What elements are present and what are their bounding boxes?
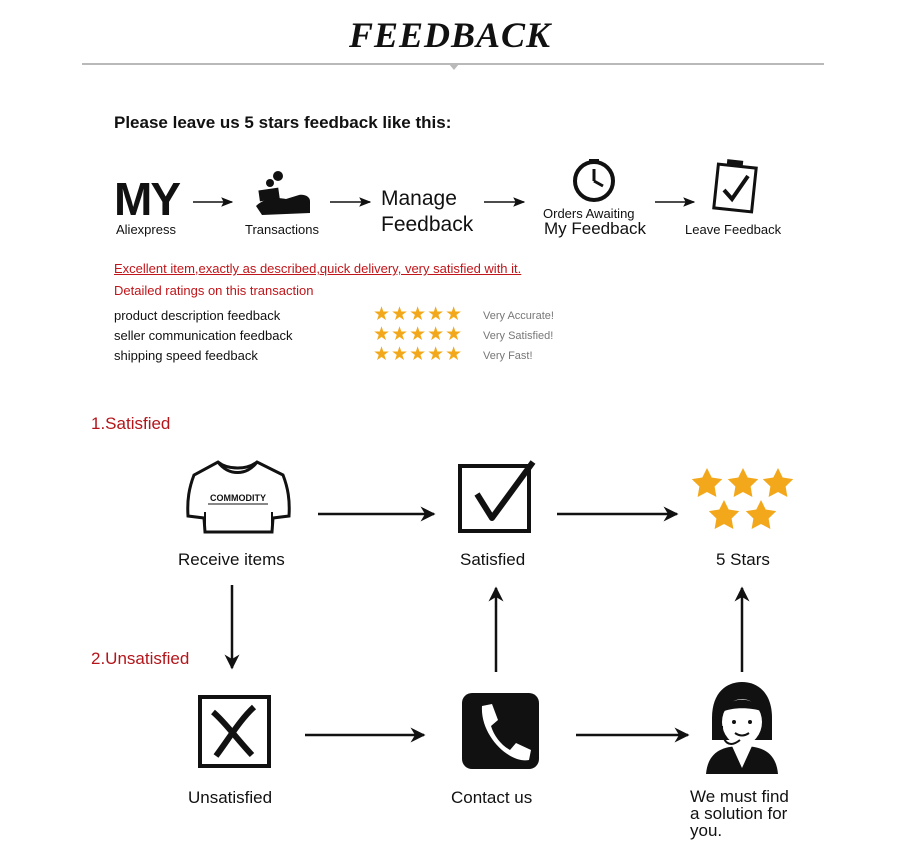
x-box-icon <box>200 697 269 766</box>
section-satisfied: 1.Satisfied <box>91 414 171 433</box>
star-icon <box>692 468 793 529</box>
support-agent-icon <box>706 682 778 774</box>
step-transactions: Transactions <box>245 222 319 237</box>
label-5-stars: 5 Stars <box>716 550 770 569</box>
rating-stars: ★★★★★ <box>373 304 464 325</box>
step-leave-feedback: Leave Feedback <box>685 222 782 237</box>
phone-icon <box>462 693 539 769</box>
step-orders-line2: My Feedback <box>544 219 647 238</box>
tshirt-icon <box>188 462 290 532</box>
page-title: FEEDBACK <box>348 15 552 55</box>
tshirt-text: COMMODITY <box>210 493 266 503</box>
label-solution-line1: We must find <box>690 787 789 806</box>
label-solution-line3: you. <box>690 821 723 840</box>
label-unsatisfied: Unsatisfied <box>188 788 273 807</box>
ratings-heading: Detailed ratings on this transaction <box>114 283 314 298</box>
step-my-sub: Aliexpress <box>116 222 176 237</box>
clipboard-check-icon <box>714 159 756 212</box>
label-contact-us: Contact us <box>451 788 533 807</box>
step-my: MY <box>114 173 179 225</box>
intro-text: Please leave us 5 stars feedback like this: <box>114 113 452 132</box>
clock-icon <box>575 159 613 200</box>
rating-verdict: Very Accurate! <box>483 310 554 322</box>
rating-stars: ★★★★★ <box>373 324 464 345</box>
label-satisfied: Satisfied <box>460 550 526 569</box>
label-solution-line2: a solution for <box>690 804 788 823</box>
step-orders-line1: Orders Awaiting <box>543 206 635 221</box>
rating-stars: ★★★★★ <box>373 344 464 365</box>
section-unsatisfied: 2.Unsatisfied <box>91 649 190 668</box>
rating-verdict: Very Fast! <box>483 350 533 362</box>
hand-cash-icon <box>256 171 310 215</box>
checkbox-icon <box>460 462 533 531</box>
step-manage-line1: Manage <box>381 187 457 210</box>
example-comment: Excellent item,exactly as described,quick delivery, very satisfied with it. <box>114 261 522 276</box>
rating-verdict: Very Satisfied! <box>483 330 554 342</box>
label-receive-items: Receive items <box>178 550 285 569</box>
rating-row-label: seller communication feedback <box>114 328 293 343</box>
step-manage-line2: Feedback <box>381 213 474 236</box>
rating-row-label: product description feedback <box>114 308 281 323</box>
rating-row-label: shipping speed feedback <box>114 348 258 363</box>
